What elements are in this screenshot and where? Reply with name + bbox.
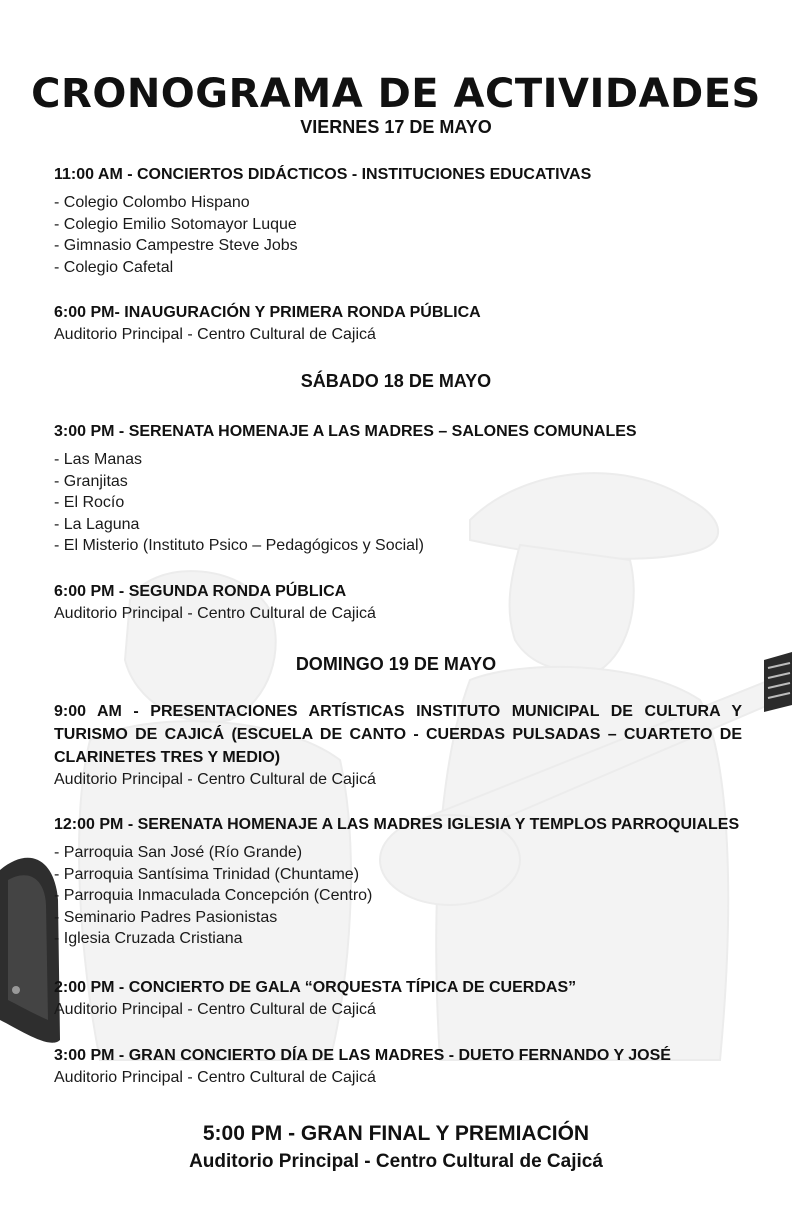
- event-venue: Auditorio Principal - Centro Cultural de Cajicá: [54, 326, 376, 343]
- event-block: [54, 580, 742, 625]
- event-item-list: [54, 842, 754, 950]
- event-heading: 2:00 PM - CONCIERTO DE GALA “ORQUESTA TÍPICA DE CUERDAS”: [54, 979, 577, 996]
- list-item: - Parroquia San José (Río Grande): [54, 844, 303, 861]
- event-venue: Auditorio Principal - Centro Cultural de Cajicá: [54, 605, 376, 622]
- event-heading: 11:00 AM - CONCIERTOS DIDÁCTICOS - INSTITUCIONES EDUCATIVAS: [54, 166, 592, 183]
- event-heading: 9:00 AM - PRESENTACIONES ARTÍSTICAS INSTITUTO MUNICIPAL DE CULTURA Y TURISMO DE CAJICÁ (ESCUELA DE CANTO - CUERDAS PULSADAS – CUARTETO DE CLARINETES TRES Y MEDIO): [54, 703, 742, 766]
- list-item: - El Rocío: [54, 494, 125, 512]
- day-heading-domingo: DOMINGO 19 DE MAYO: [295, 654, 497, 674]
- list-item: - La Laguna: [54, 515, 140, 533]
- event-block: [54, 163, 742, 278]
- list-item: - Granjitas: [54, 472, 128, 490]
- list-item: - Iglesia Cruzada Cristiana: [54, 930, 243, 948]
- event-item-list: [54, 192, 742, 278]
- event-heading: 3:00 PM - GRAN CONCIERTO DÍA DE LAS MADRES - DUETO FERNANDO Y JOSÉ: [54, 1047, 671, 1064]
- list-item: - Colegio Colombo Hispano: [54, 194, 250, 211]
- list-item: - Gimnasio Campestre Steve Jobs: [54, 237, 298, 255]
- list-item: - El Misterio (Instituto Psico – Pedagógicos y Social): [54, 537, 424, 555]
- page-title: CRONOGRAMA DE ACTIVIDADES: [31, 70, 761, 117]
- final-venue: Auditorio Principal - Centro Cultural de Cajicá: [189, 1151, 603, 1172]
- day-heading-sabado: SÁBADO 18 DE MAYO: [300, 371, 492, 391]
- list-item: - Colegio Emilio Sotomayor Luque: [54, 215, 297, 233]
- event-heading: 6:00 PM - SEGUNDA RONDA PÚBLICA: [54, 583, 347, 600]
- event-heading: 12:00 PM - SERENATA HOMENAJE A LAS MADRES IGLESIA Y TEMPLOS PARROQUIALES: [54, 816, 740, 833]
- list-item: - Colegio Cafetal: [54, 258, 174, 276]
- list-item: - Las Manas: [54, 451, 143, 468]
- final-event: [0, 1120, 792, 1176]
- event-block: [54, 700, 742, 791]
- event-block: [54, 301, 742, 346]
- final-heading: 5:00 PM - GRAN FINAL Y PREMIACIÓN: [202, 1122, 590, 1145]
- event-block: [54, 420, 742, 557]
- event-venue: Auditorio Principal - Centro Cultural de Cajicá: [54, 1069, 376, 1086]
- event-block: [54, 976, 742, 1021]
- drum-left-edge: [0, 858, 60, 1043]
- list-item: - Parroquia Santísima Trinidad (Chuntame): [54, 865, 360, 883]
- list-item: - Parroquia Inmaculada Concepción (Centro): [54, 887, 373, 905]
- event-block: [54, 813, 754, 950]
- event-item-list: [54, 449, 742, 557]
- list-item: - Seminario Padres Pasionistas: [54, 908, 278, 926]
- event-block: [54, 1044, 742, 1089]
- day-heading-viernes: VIERNES 17 DE MAYO: [300, 117, 492, 137]
- event-heading: 3:00 PM - SERENATA HOMENAJE A LAS MADRES – SALONES COMUNALES: [54, 423, 637, 440]
- event-heading: 6:00 PM- INAUGURACIÓN Y PRIMERA RONDA PÚBLICA: [54, 304, 481, 321]
- event-venue: Auditorio Principal - Centro Cultural de Cajicá: [54, 771, 376, 788]
- event-venue: Auditorio Principal - Centro Cultural de Cajicá: [54, 1001, 376, 1018]
